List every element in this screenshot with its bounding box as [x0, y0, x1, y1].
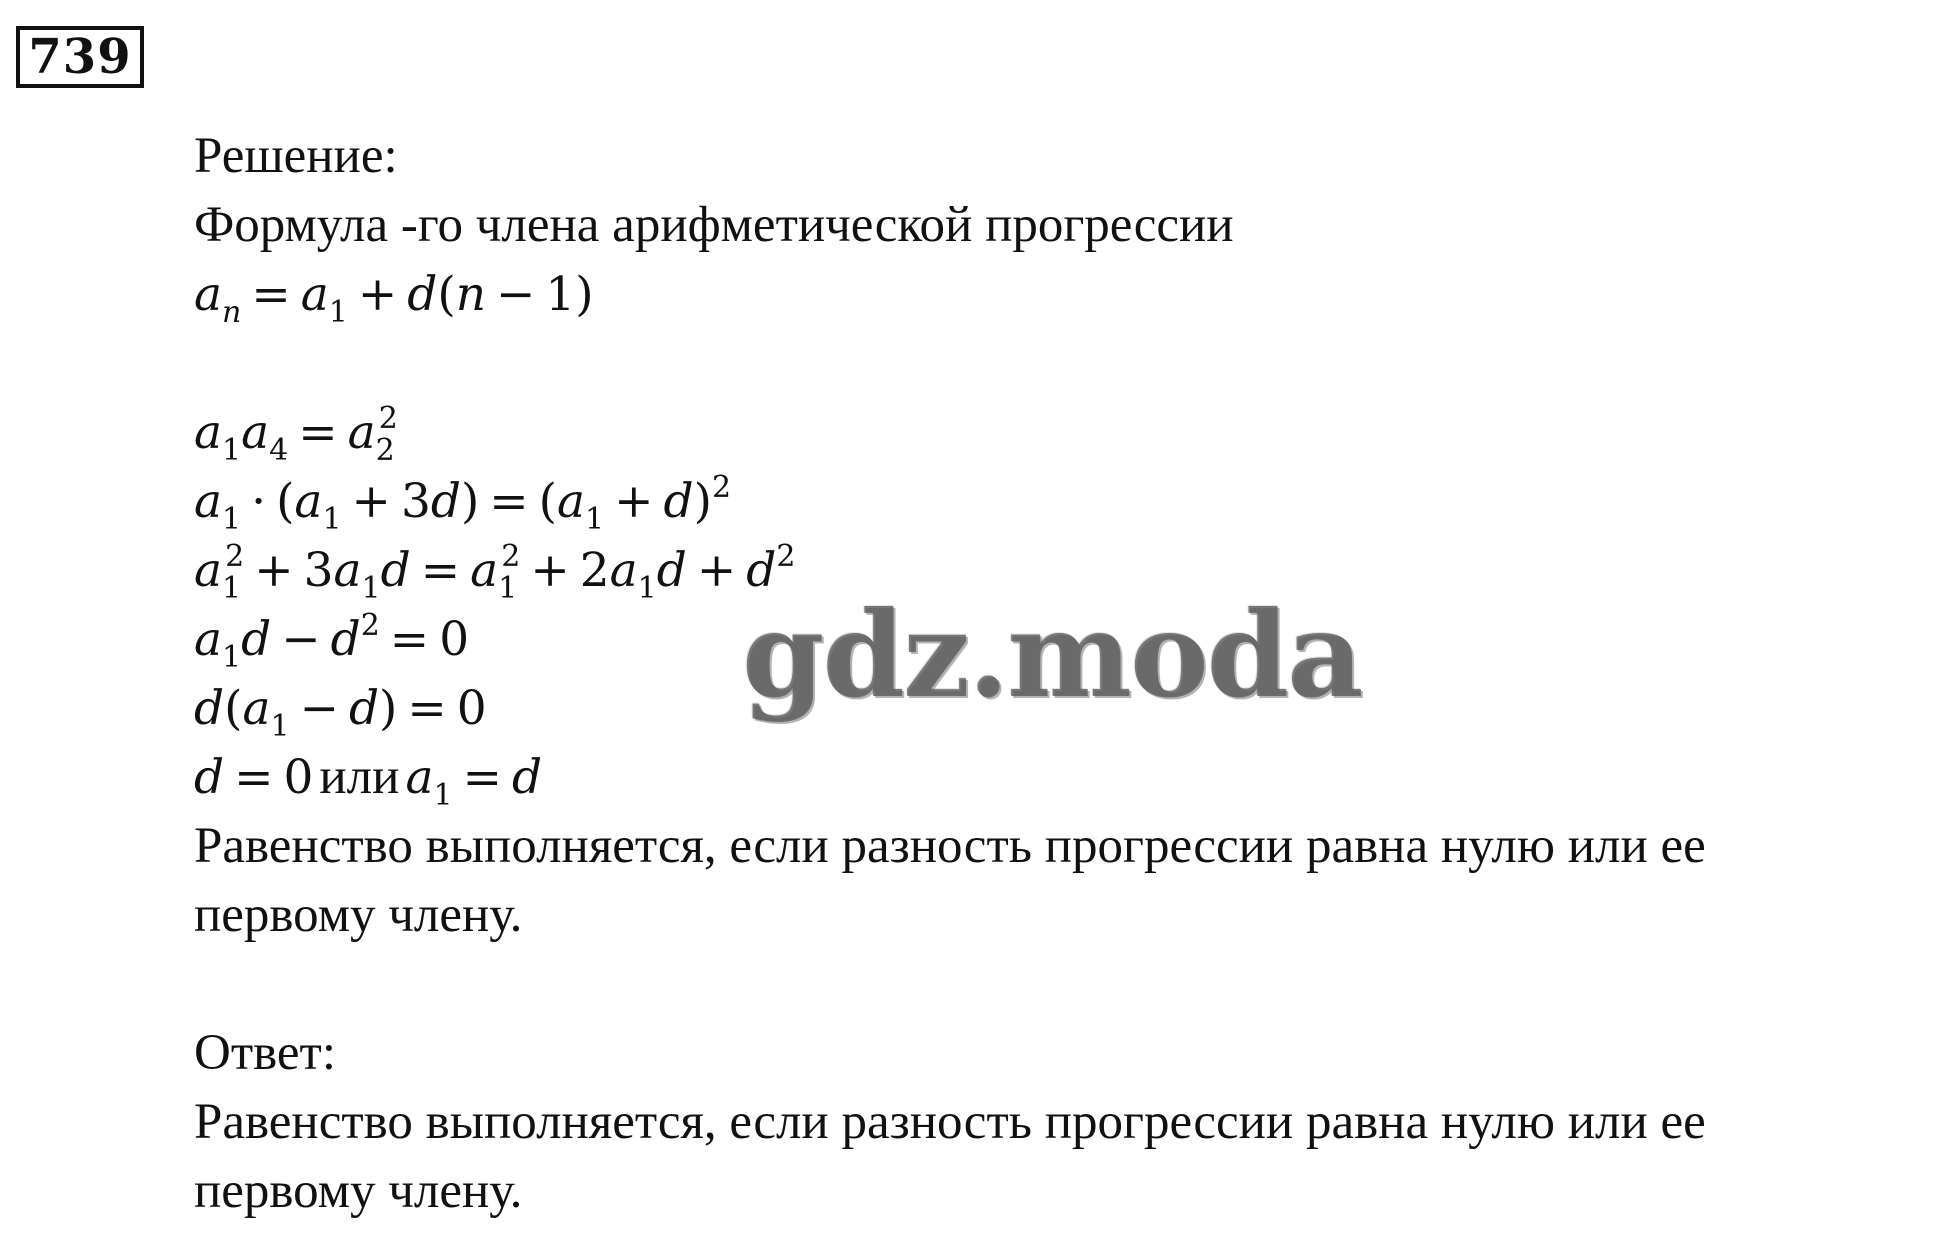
answer-label: Ответ: — [194, 1025, 336, 1081]
solution-content — [194, 122, 1939, 1226]
equation-2: $a_1 \cdot (a_1 + 3d) = (a_1 + d)^2$ — [194, 470, 732, 537]
watermark: gdz.moda — [742, 585, 1362, 724]
equation-1: $a_1a_4 = a_2^2$ — [194, 401, 398, 468]
spacer — [194, 950, 1939, 1019]
conclusion-line-2: первому члену. — [194, 887, 523, 943]
equation-4: $a_1d - d^2 = 0$ — [194, 608, 470, 675]
conclusion-line-1: Равенство выполняется, если разность прогрессии равна нулю или ее — [194, 818, 1706, 874]
solution-label: Решение: — [194, 128, 398, 184]
formula-nth-term: $a_n = a_1 + d(n - 1)$ — [194, 267, 594, 330]
or-word: или — [319, 749, 400, 805]
formula-intro: Формула -го члена арифметической прогрессии — [194, 197, 1234, 253]
equation-3: $a_1^2 + 3a_1d = a_1^2 + 2a_1d + d^2$ — [194, 539, 796, 606]
answer-line-2: первому члену. — [194, 1163, 523, 1219]
equation-5: $d(a_1 - d) = 0$ — [194, 681, 487, 744]
equation-6: d = 0 или $a_1 = d$ — [194, 749, 543, 813]
answer-line-1: Равенство выполняется, если разность прогрессии равна нулю или ее — [194, 1094, 1706, 1150]
problem-number-box: 739 — [16, 26, 144, 88]
spacer — [194, 329, 1939, 398]
